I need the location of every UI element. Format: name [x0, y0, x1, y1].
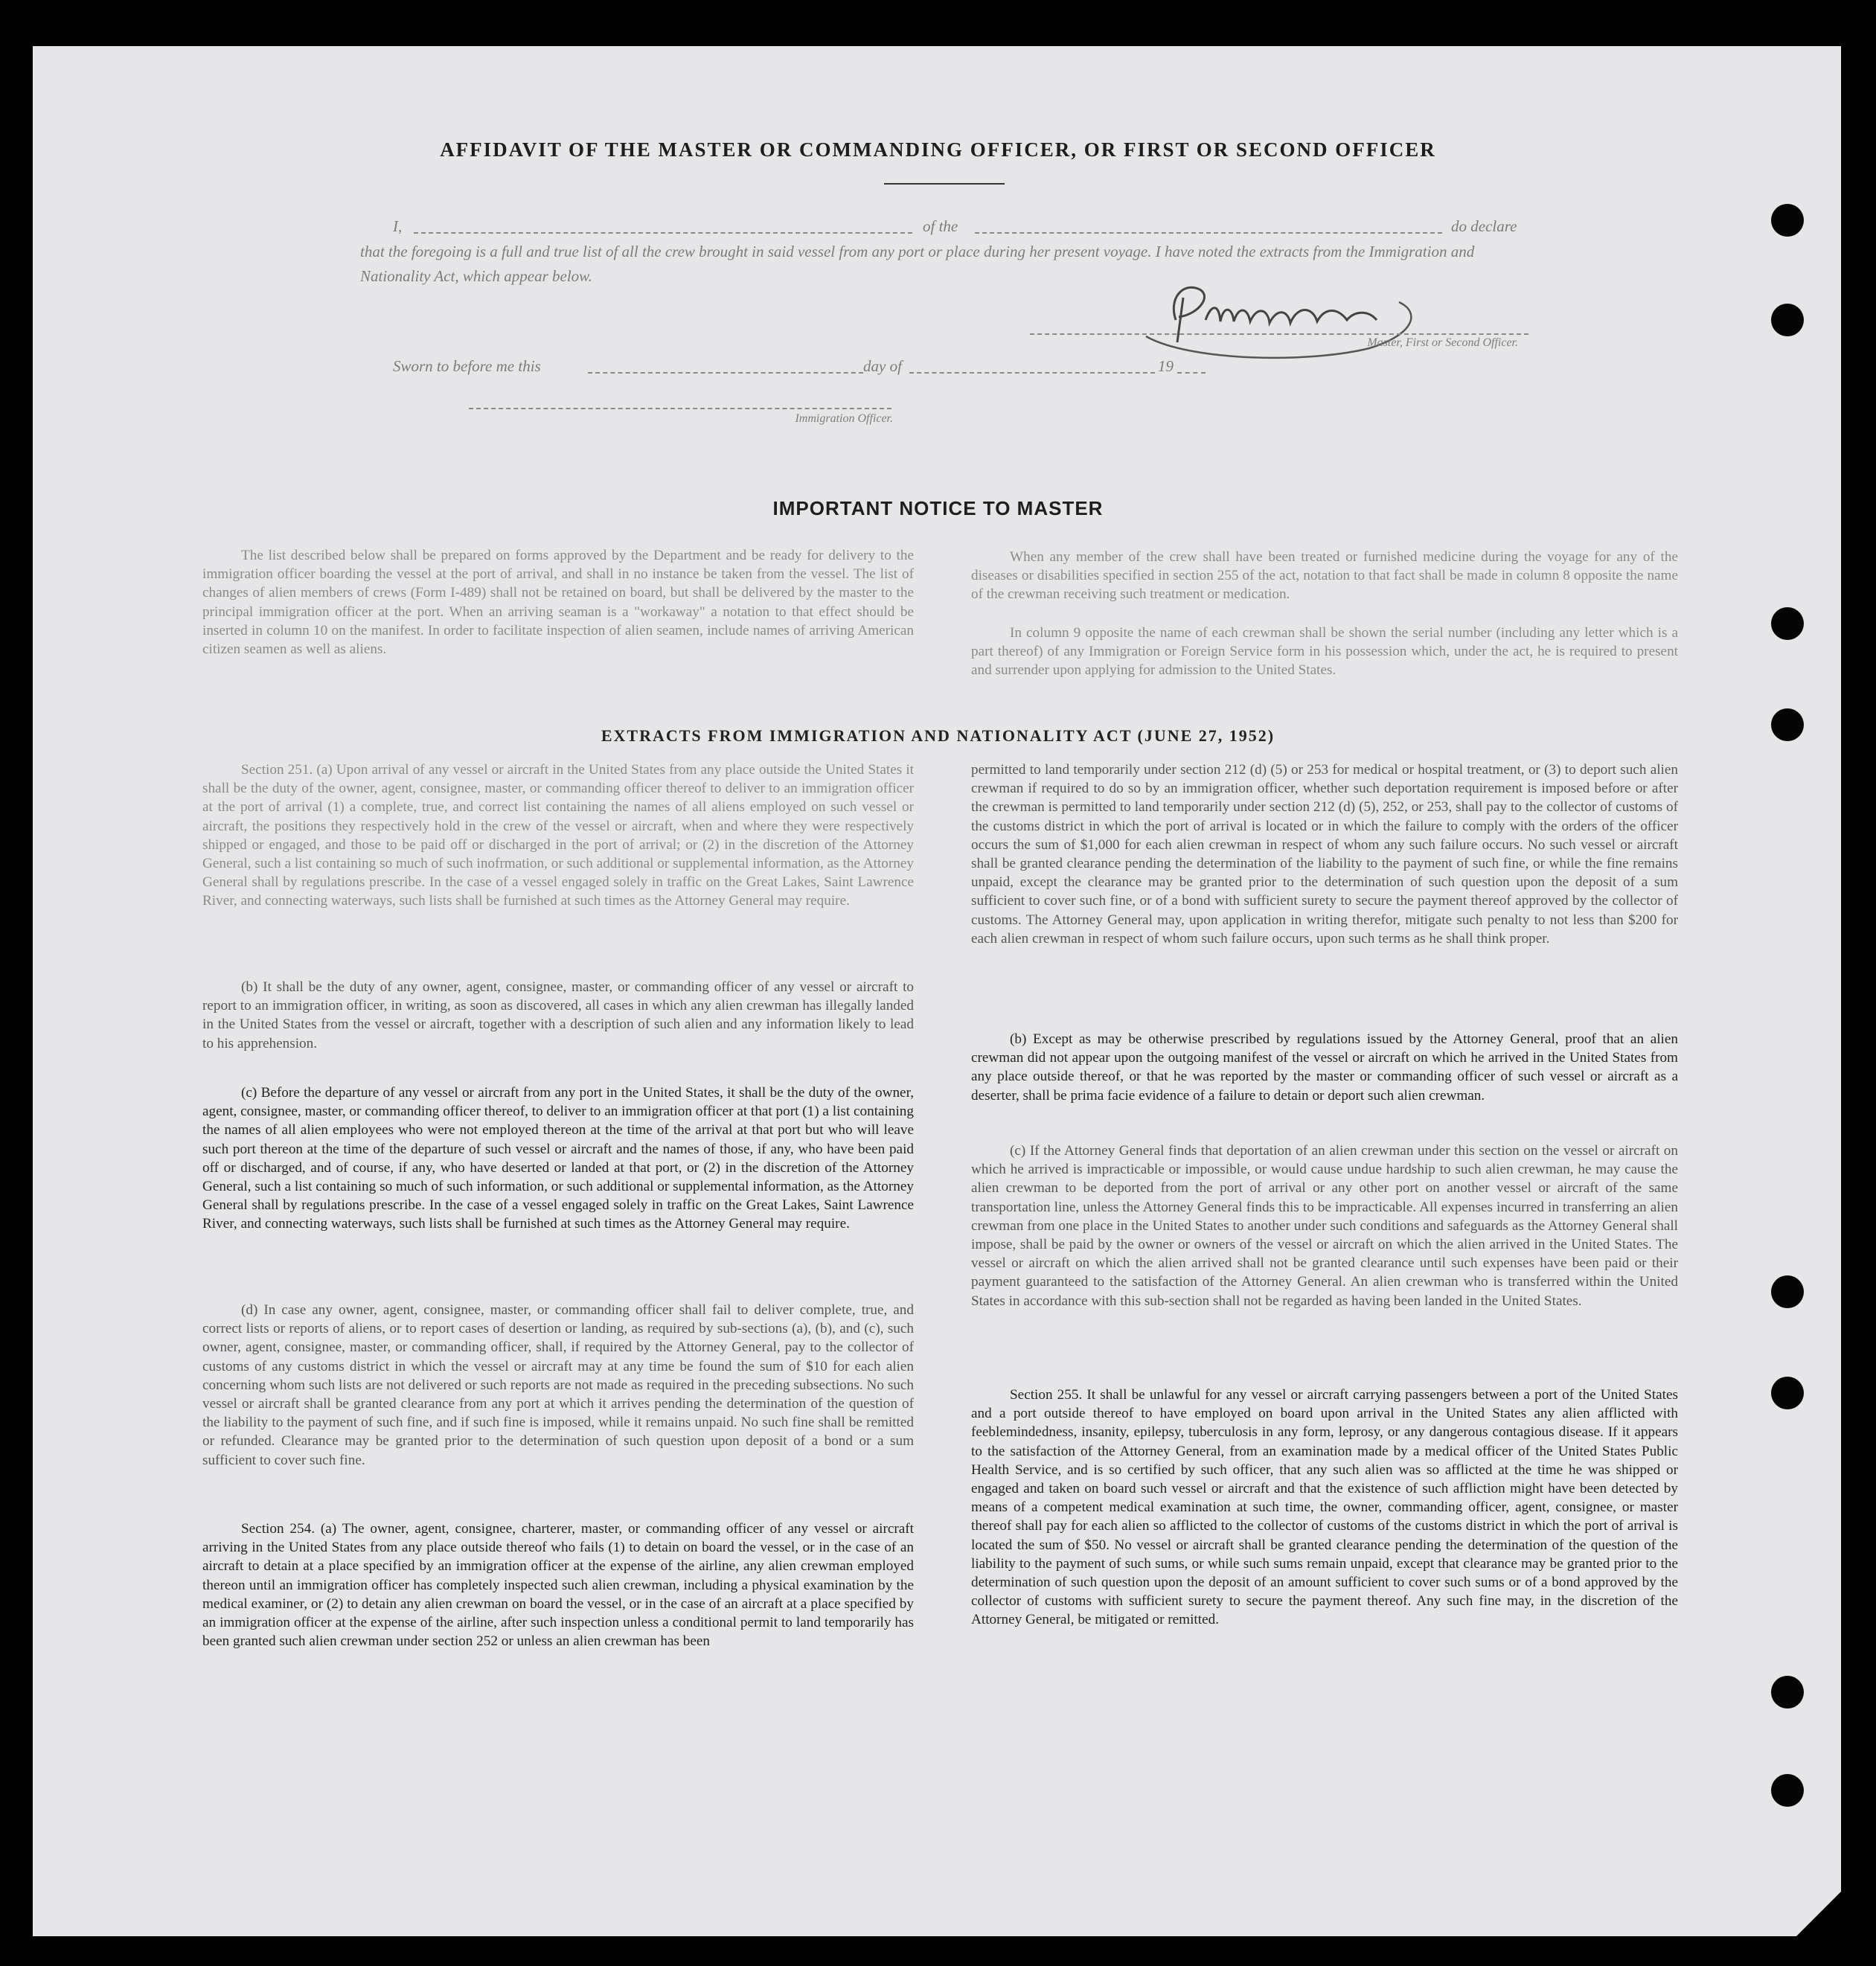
notice-left-paragraph: The list described below shall be prepared on forms approved by the Department and be ready for delivery to the immigration officer boarding the vessel at the port of arrival, and shall in no instance be taken from the vessel. The list of changes of alien members of crews (Form I-489) shall not be retained on board, but shall be delivered by the master to the principal immigration officer at the port. When an arriving seaman is a "workaway" a notation to that effect should be inserted in column 10 on the manifest. In order to facilitate inspection of alien seamen, include names of arriving American citizen seamen as well as aliens. [202, 548, 914, 658]
officer-signature-line[interactable] [469, 408, 891, 409]
declarant-prefix: I, [393, 217, 403, 235]
section-254-a: Section 254. (a) The owner, agent, consignee, charterer, master, or commanding officer of any vessel or aircraft arriving in the United States from any place outside thereof who fails (1) to detain on board the vessel, or in the case of an aircraft to detain at a place specified by an immigration officer at the expense of the airline, any alien crewman employed thereon until an immigration officer has completely inspected such alien crewman, including a physical examination by the medical examiner, or (2) to detain any alien crewman on board the vessel, or in the case of an aircraft at a place specified by an immigration officer at the expense of the airline, after such inspection unless a conditional permit to land temporarily has been granted such alien crewman under section 252 or unless an alien crewman has been [202, 1521, 914, 1650]
binder-hole [1771, 1275, 1804, 1308]
section-251-b: (b) It shall be the duty of any owner, agent, consignee, master, or commanding officer of any vessel or aircraft to report to an immigration officer, in writing, as soon as discovered, all cases in which any alien crewman has illegally landed in the United States from the vessel or aircraft, together with a description of such alien and any information likely to lead to his apprehension. [202, 979, 914, 1051]
section-254-c: (c) If the Attorney General finds that deportation of an alien crewman under this section on the vessel or aircraft on which he arrived is impracticable or impossible, or would cause undue hardship to such alien crewman, he may cause the alien crewman to be deported from the port of arrival or any other port on another vessel or aircraft of the same transportation line, unless the Attorney General finds this to be impracticable. All expenses incurred in transferring an alien crewman from one place in the United States to another under such conditions and safeguards as the Attorney General shall impose, shall be paid by the owner or owners of the vessel or aircraft on which the alien arrived in the United States. The vessel or aircraft on which the alien arrived shall not be granted clearance until such expenses have been paid or their payment guaranteed to the satisfaction of the Attorney General. An alien crewman who is transferred within the United States in accordance with this sub-section shall not be regarded as having been landed in the United States. [971, 1143, 1678, 1309]
section-251-d: (d) In case any owner, agent, consignee, master, or commanding officer shall fail to deliver complete, true, and correct lists or reports of aliens, or to report cases of desertion or landing, as required by sub-sections (a), (b), and (c), such owner, agent, consignee, master, or commanding officer, shall, if required by the Attorney General, pay to the collector of customs of any customs district in which the vessel or aircraft may at any time be found the sum of $10 for each alien concerning whom such lists are not delivered or such reports are not made as required in the preceding subsections. No such vessel or aircraft shall be granted clearance from any port at which it arrives pending the determination of the question of the liability to the payment of such fine, and if such fine is imposed, while it remains unpaid. No such fine shall be remitted or refunded. Clearance may be granted prior to the determination of such question upon deposit of a bond or a sum sufficient to cover such fine. [202, 1302, 914, 1468]
binder-hole [1771, 1377, 1804, 1409]
signature [1131, 268, 1444, 365]
sworn-prefix: Sworn to before me this [393, 357, 541, 375]
section-255: Section 255. It shall be unlawful for any vessel or aircraft carrying passengers between a port of the United States and a port outside thereof to have employed on board upon arrival in the United States any alien afflicted with feeblemindedness, insanity, epilepsy, tuberculosis in any form, leprosy, or any dangerous contagious disease. If it appears to the satisfaction of the Attorney General, from an examination made by a medical officer of the United States Public Health Service, and is so certified by such officer, that any such alien was so afflicted at the time he was shipped or engaged and taken on board such vessel or aircraft and that the existence of such affliction might have been detected by means of a competent medical examination at such time, the owner, commanding officer, agent, consignee, or master thereof shall pay for each alien so afflicted to the collector of customs of the customs district in which the port of arrival is located the sum of $50. No vessel or aircraft shall be granted clearance pending the determination of the question of the liability to the payment of such sums, or while such sums remain unpaid, except that clearance may be granted prior to the determination of such question upon the deposit of an amount sufficient to cover such sums or of a bond approved by the collector of customs with sufficient surety to secure the payment thereof. Any such fine may, in the discretion of the Attorney General, be mitigated or remitted. [971, 1387, 1678, 1628]
signature-caption: Master, First or Second Officer. [1367, 336, 1518, 349]
binder-hole [1771, 607, 1804, 640]
binder-hole [1771, 1774, 1804, 1807]
section-254-a-continued: permitted to land temporarily under section 212 (d) (5) or 253 for medical or hospital treatment, or (3) to deport such alien crewman if required to do so by an immigration officer, whether such deportation requirement is imposed before or after the crewman is permitted to land temporarily under section 212 (d) (5), 252, or 253, shall pay to the collector of customs of the customs district in which the port of arrival is located or in which the failure to comply with the orders of the officer occurs the sum of $1,000 for each alien crewman in respect of whom any such failure occurs. No such vessel or aircraft shall be granted clearance pending the determination of the liability to the payment of such fine, or while the fine remains unpaid, except the clearance may be granted prior to the determination of such question upon the deposit of a sum sufficient to cover such fine, or of a bond with sufficient surety to secure the payment thereof approved by the collector of customs. The Attorney General may, upon application in writing therefor, mitigate such penalty to not less than $200 for each alien crewman in respect of whom such failure occurs, upon such terms as he shall think proper. [971, 762, 1678, 947]
sworn-year-label: 19 [1158, 357, 1174, 375]
section-251-a: Section 251. (a) Upon arrival of any vessel or aircraft in the United States from any place outside the United States it shall be the duty of the owner, agent, consignee, master, or commanding officer thereof to deliver to an immigration officer at the port of arrival (1) a complete, true, and correct list containing the names of all aliens employed on such vessel or aircraft, the positions they respectively hold in the crew of the vessel or aircraft, when and where they were respectively shipped or engaged, and those to be paid off or discharged in the port of arrival; or (2) in the discretion of the Attorney General, such a list containing so much of such inofrmation, or such additional or supplemental information, as the Attorney General shall by regulations prescribe. In the case of a vessel engaged solely in traffic on the Great Lakes, Saint Lawrence River, and connecting waterways, such lists shall be furnished at such times as the Attorney General may require. [202, 762, 914, 909]
declarant-name-line[interactable] [414, 232, 912, 234]
do-declare-label: do declare [1451, 217, 1517, 235]
sworn-day-label: day of [863, 357, 902, 375]
extracts-title: EXTRACTS FROM IMMIGRATION AND NATIONALITY ACT (JUNE 27, 1952) [601, 726, 1275, 745]
title-underline [884, 183, 1005, 185]
notice-right-paragraph-2: In column 9 opposite the name of each crewman shall be shown the serial number (including any letter which is a part thereof) of any Immigration or Foreign Service form in his possession which, under the act, he is required to present and surrender upon applying for admission to the United States. [971, 625, 1678, 679]
vessel-of-the-label: of the [923, 217, 958, 235]
section-251-c: (c) Before the departure of any vessel or aircraft from any port in the United States, it shall be the duty of the owner, agent, consignee, master, or commanding officer thereof, to deliver to an immigration officer at that port (1) a list containing the names of all alien employees who were not employed thereon at the time of the arrival at that port but who will leave such port thereon at the time of the departure of such vessel or aircraft and the names of those, if any, who have been paid off or discharged, and of course, if any, who have deserted or landed at that port, or (2) in the discretion of the Attorney General, such a list containing so much of such information, or such additional or supplemental information, as the Attorney General shall by regulations prescribe. In the case of a vessel engaged solely in traffic on the Great Lakes, Saint Lawrence River, and connecting waterways, such lists shall be furnished at such times as the Attorney General may require. [202, 1085, 914, 1232]
vessel-name-line[interactable] [975, 232, 1442, 234]
declaration-text: that the foregoing is a full and true list of all the crew brought in said vessel from any port or place during her present voyage. I have noted the extracts from the Immigration and Nationality Act, which appear below. [360, 243, 1475, 285]
affidavit-title: AFFIDAVIT OF THE MASTER OR COMMANDING OFFICER, OR FIRST OR SECOND OFFICER [440, 138, 1436, 161]
signature-line[interactable] [1030, 333, 1528, 335]
binder-hole [1771, 1676, 1804, 1709]
notice-right-paragraph-1: When any member of the crew shall have been treated or furnished medicine during the voyage for any of the diseases or disabilities specified in section 255 of the act, notation to that fact shall be made in column 8 opposite the name of the crewman receiving such treatment or medication. [971, 549, 1678, 603]
officer-caption: Immigration Officer. [795, 412, 893, 425]
binder-hole [1771, 304, 1804, 336]
notice-title: IMPORTANT NOTICE TO MASTER [772, 497, 1104, 519]
sworn-year-line[interactable] [1177, 372, 1206, 374]
binder-hole [1771, 204, 1804, 237]
sworn-date-line[interactable] [588, 372, 863, 374]
sworn-month-line[interactable] [909, 372, 1155, 374]
section-254-b: (b) Except as may be otherwise prescribed by regulations issued by the Attorney General, proof that an alien crewman did not appear upon the outgoing manifest of the vessel or aircraft on which he arrived in the United States from any place outside thereof, or that he was reported by the master or commanding officer of such vessel or aircraft as a deserter, shall be prima facie evidence of a failure to detain or deport such alien crewman. [971, 1031, 1678, 1104]
